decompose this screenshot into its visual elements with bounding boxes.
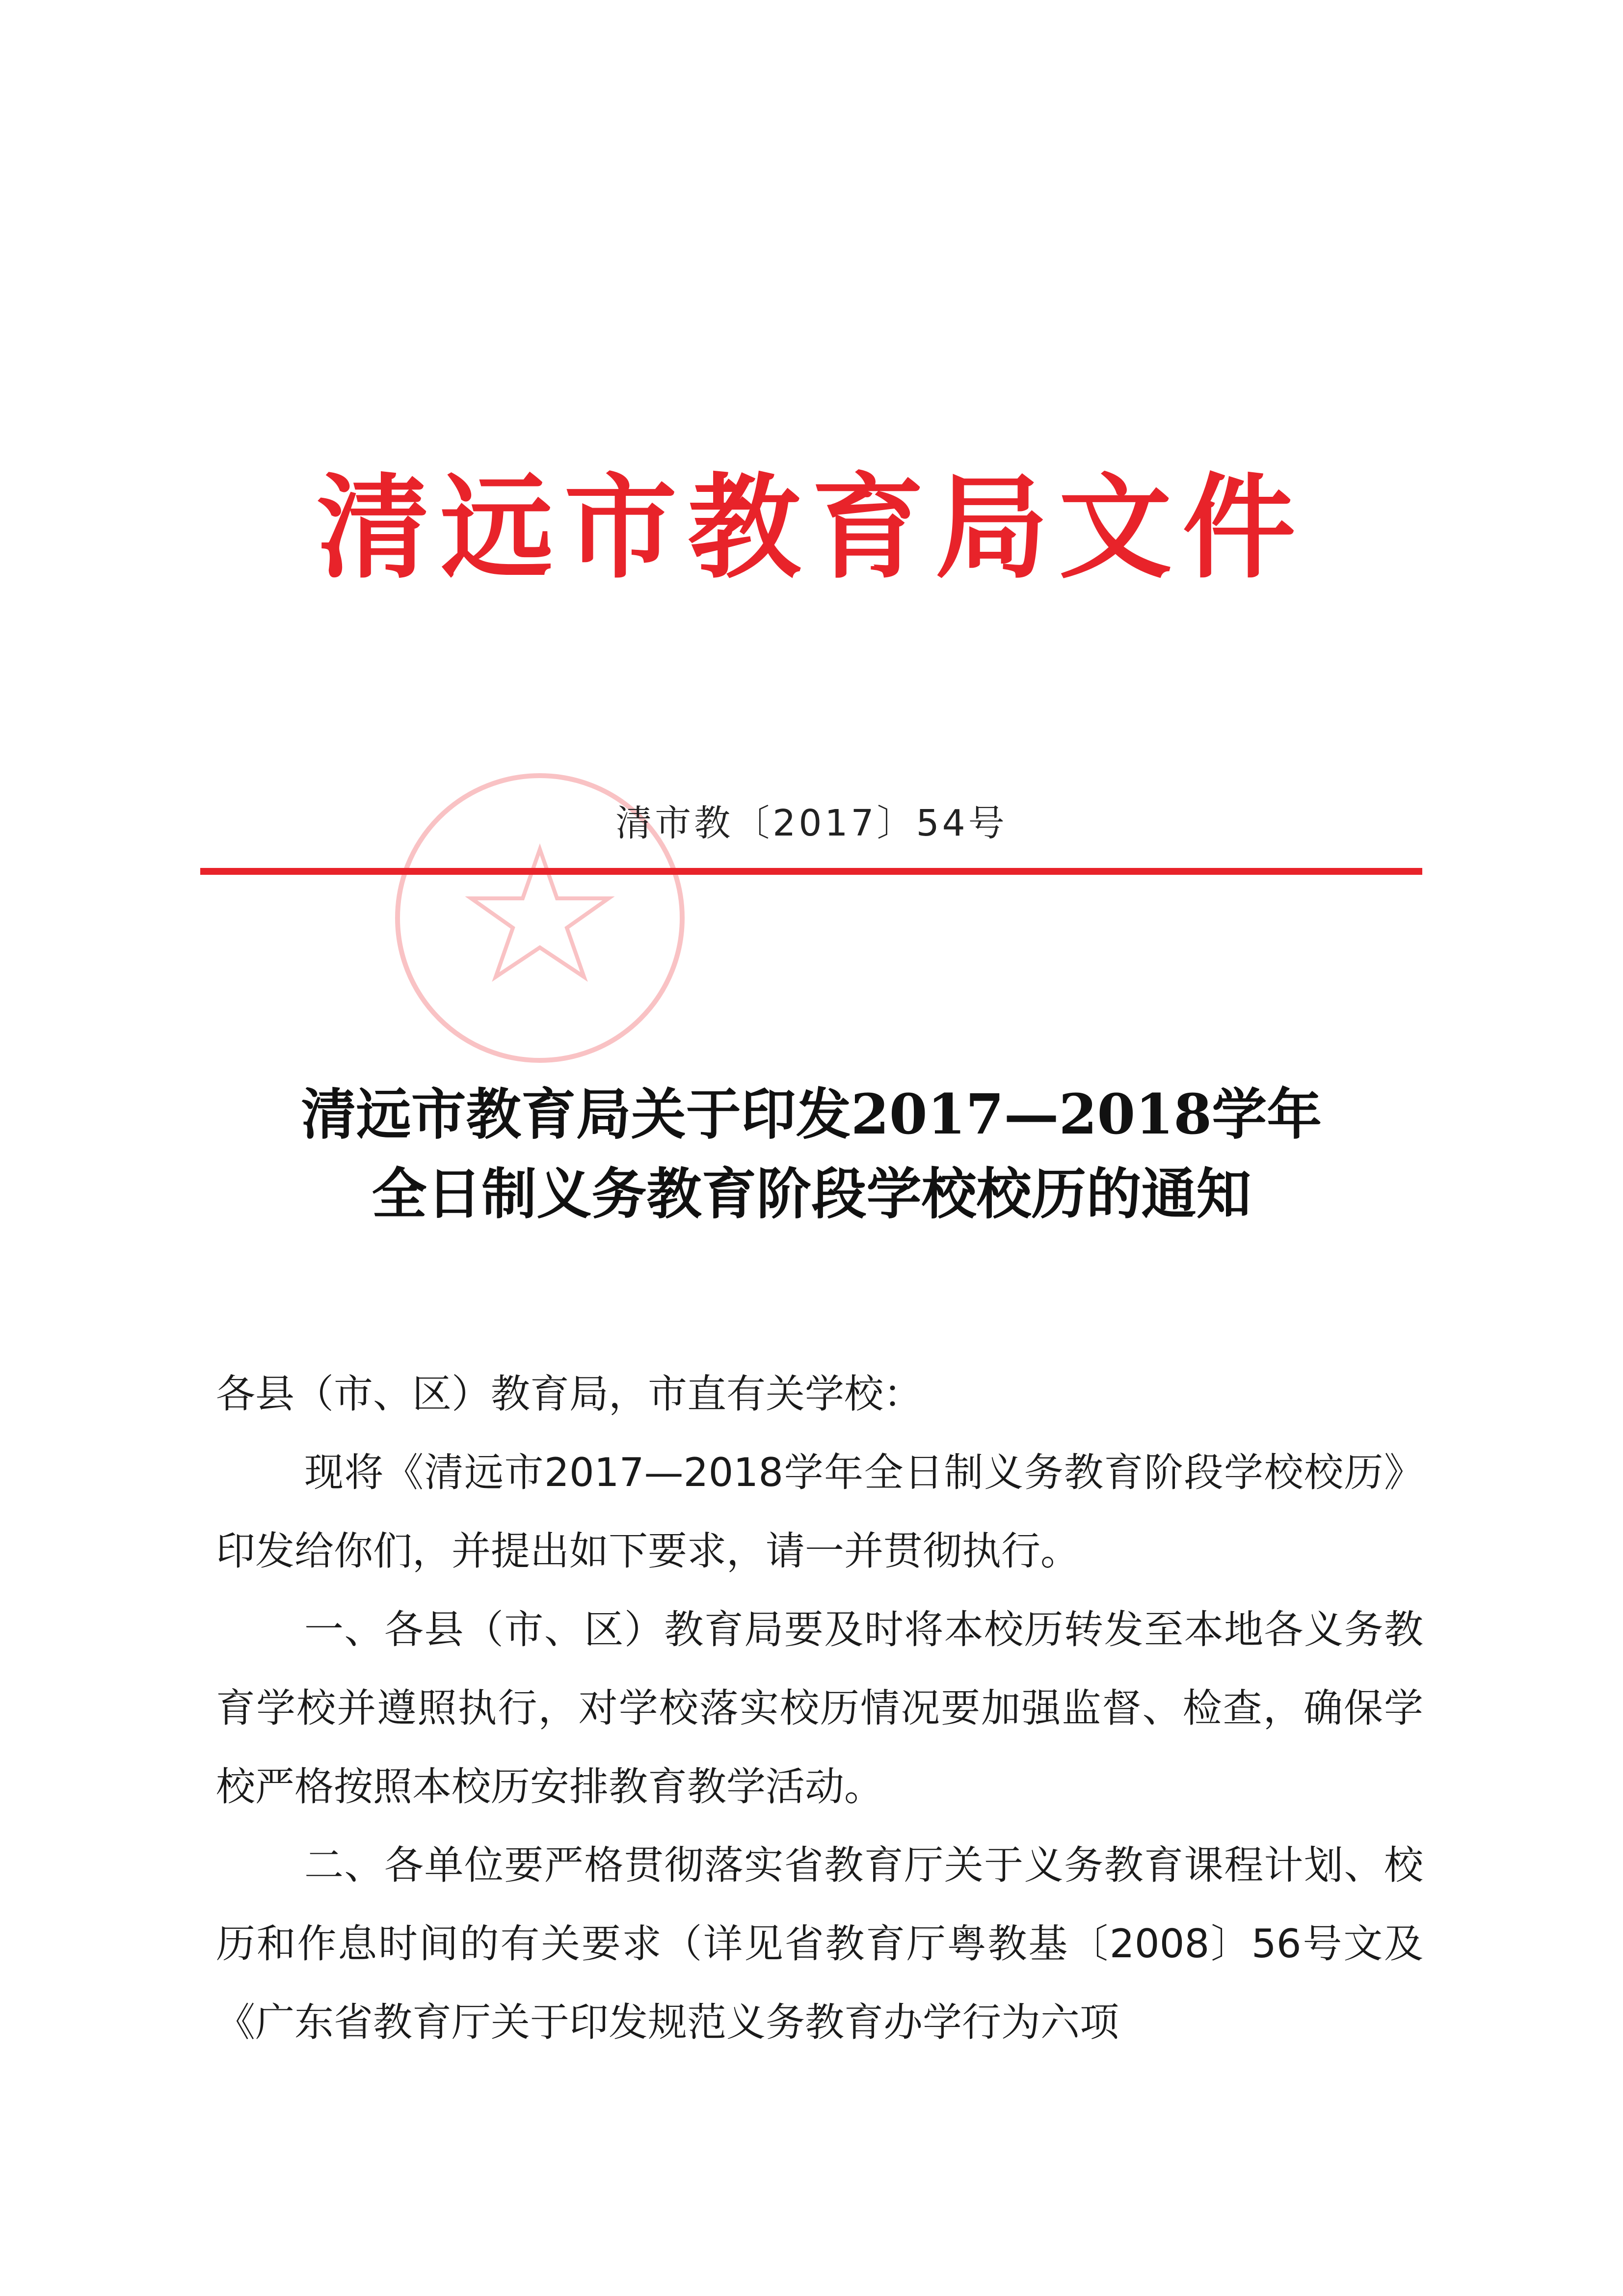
header-divider xyxy=(200,868,1422,875)
notice-title xyxy=(0,1075,1623,1235)
body-paragraph: 现将《清远市2017—2018学年全日制义务教育阶段学校校历》印发给你们，并提出如下要求，请一并贯彻执行。 xyxy=(216,1450,1423,1574)
notice-title-line-2: 全日制义务教育阶段学校校历的通知 xyxy=(372,1162,1251,1227)
notice-title-line-1: 清远市教育局关于印发2017—2018学年 xyxy=(301,1082,1322,1147)
document-number: 清市教〔2017〕54号 xyxy=(615,802,1008,844)
document-header-title: 清远市教育局文件 xyxy=(317,461,1306,594)
notice-body xyxy=(216,1355,1423,2062)
salutation: 各县（市、区）教育局，市直有关学校： xyxy=(216,1371,923,1417)
body-paragraph: 二、各单位要严格贯彻落实省教育厅关于义务教育课程计划、校历和作息时间的有关要求（详见省教育厅粤教基〔2008〕56号文及《广东省教育厅关于印发规范义务教育办学行为六项 xyxy=(216,1842,1423,2045)
body-paragraph: 一、各县（市、区）教育局要及时将本校历转发至本地各义务教育学校并遵照执行，对学校落实校历情况要加强监督、检查，确保学校严格按照本校历安排教育教学活动。 xyxy=(216,1607,1423,1810)
